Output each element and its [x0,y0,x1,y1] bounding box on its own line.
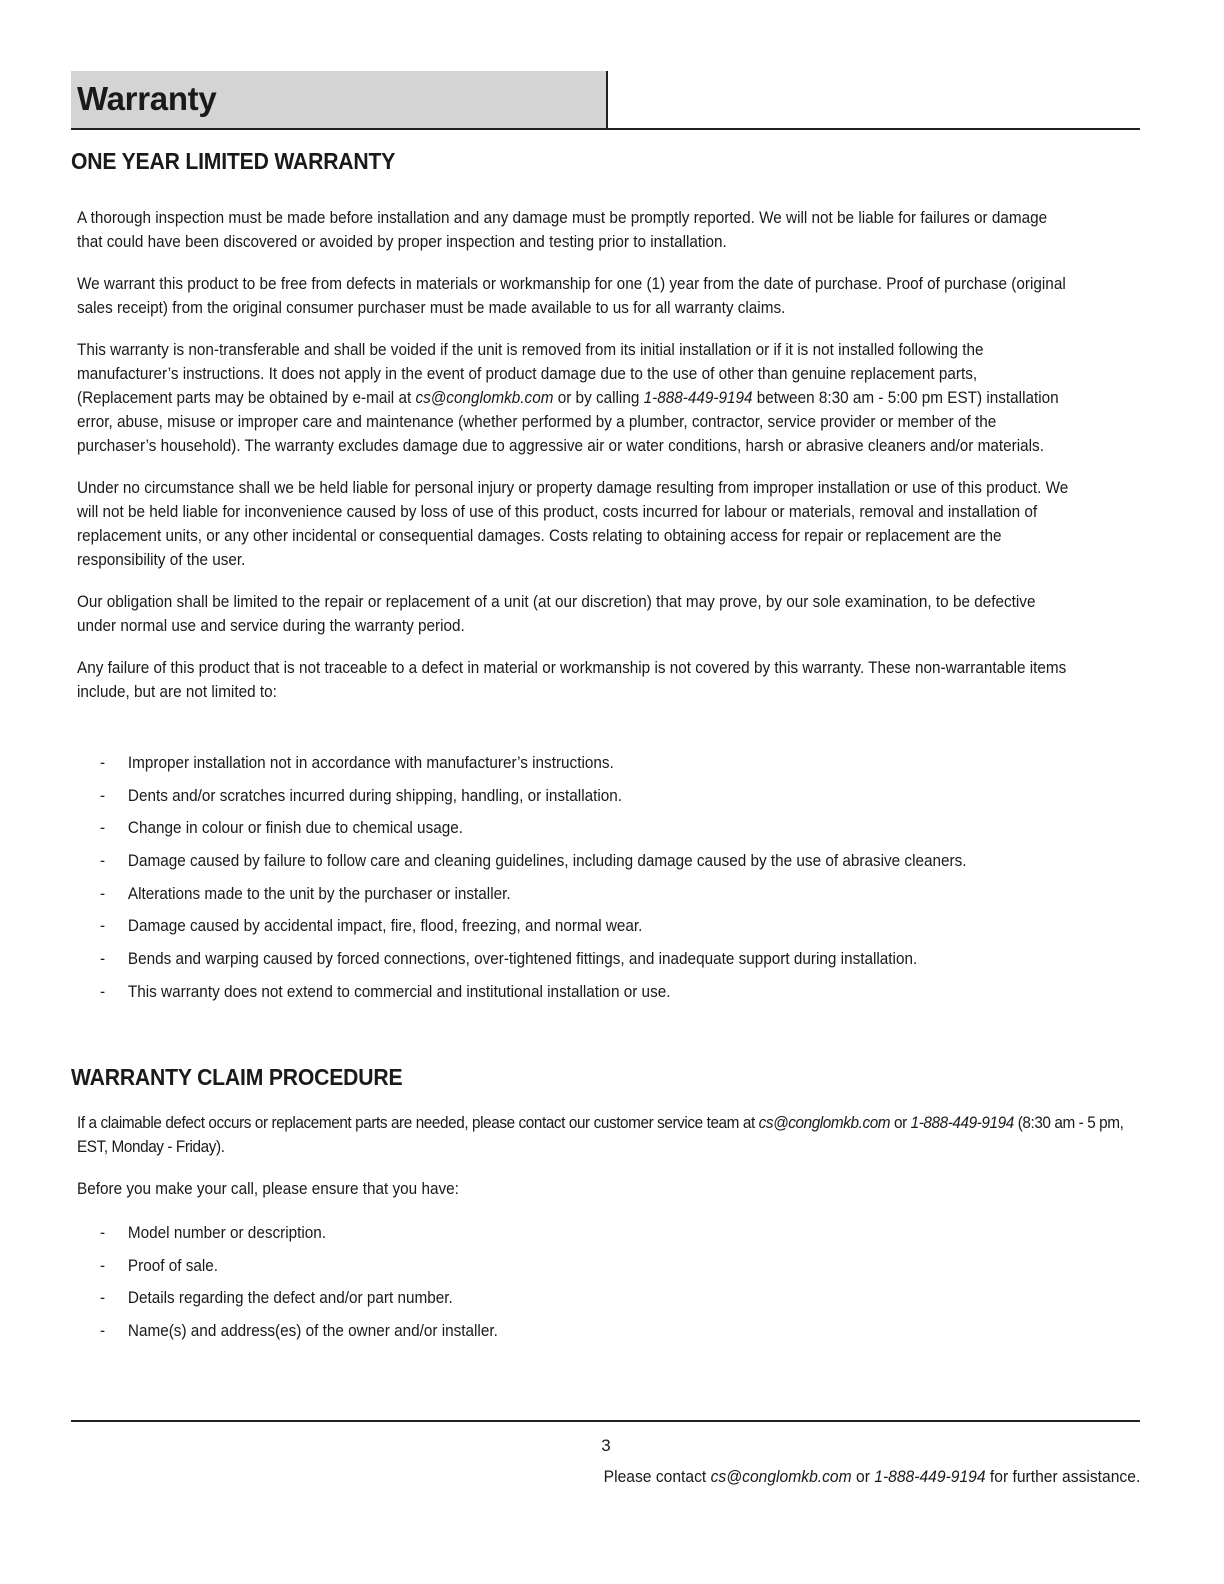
warranty-paragraph-non-warrantable: Any failure of this product that is not traceable to a defect in material or workmanship is not covered by this warranty. These non-warrantable items include, but are not limited to: [77,658,1067,701]
bullet-dash: - [100,1255,106,1275]
claim-heading: WARRANTY CLAIM PROCEDURE [71,1064,403,1090]
warranty-paragraph-coverage: We warrant this product to be free from defects in materials or workmanship for one (1) year from the date of purchase. Proof of purchase (original sales receipt) from the original consumer purchaser must be made available to us for all warranty claims. [77,274,1066,317]
warranty-heading: ONE YEAR LIMITED WARRANTY [71,148,396,174]
header-band [71,71,1140,130]
warranty-paragraph-liability: Under no circumstance shall we be held liable for personal injury or property damage resulting from improper installation or use of this product. We will not be held liable for inconvenience caused by loss of use of this product, costs incurred for labour or materials, removal and installation of replacement units, or any other incidental or consequential damages. Costs relating to obtaining access for repair or replacement are the responsibility of the user. [77,478,1069,569]
warranty-paragraph-exclusions-terms [77,338,1076,458]
page-number: 3 [601,1436,611,1455]
footer-divider [71,1420,1140,1422]
claim-paragraph-contact [77,1111,1144,1159]
bullet-dash: - [100,785,106,805]
text-run: or by calling [553,388,644,407]
warranty-body [77,206,1076,722]
list-item-text: Improper installation not in accordance with manufacturer’s instructions. [127,753,614,772]
bullet-dash: - [100,818,106,838]
claim-paragraph-prep: Before you make your call, please ensure that you have: [77,1179,459,1198]
text-run: If a claimable defect occurs or replacement parts are needed, please contact our customer service team at [77,1113,759,1132]
text-run: between 8:30 am - 5:00 pm EST) installation error, abuse, misuse or improper care and maintenance (whether performed by a plumber, contractor, service provider or member of the purchaser’s household). The warranty excludes damage due to aggressive air or water conditions, harsh or abrasive cleaners and/or materials. [77,388,1059,455]
footer-email-link[interactable]: cs@conglomkb.com [710,1467,852,1486]
bullet-dash: - [100,883,106,903]
text-run: for further assistance. [985,1467,1140,1486]
bullet-dash: - [100,1223,106,1242]
list-item [100,947,1117,980]
list-item-text: Model number or description. [127,1223,327,1242]
footer-phone-link[interactable]: 1-888-449-9194 [873,1467,986,1486]
list-item [100,882,1117,915]
list-item [100,1319,1117,1352]
list-item [100,784,1117,817]
list-item [100,1254,1117,1287]
page-title: Warranty [77,80,217,117]
list-item [100,751,1117,784]
bullet-dash: - [100,1288,106,1308]
list-item [100,849,1117,882]
text-run: Please contact [603,1467,711,1486]
support-email-link[interactable]: cs@conglomkb.com [415,388,554,407]
list-item-text: Name(s) and address(es) of the owner and/or installer. [127,1321,498,1341]
claim-phone-link[interactable]: 1-888-449-9194 [910,1113,1014,1132]
list-item-text: Damage caused by failure to follow care and cleaning guidelines, including damage caused by the use of abrasive cleaners. [127,851,967,871]
list-item-text: Bends and warping caused by forced connections, over-tightened fittings, and inadequate support during installation. [127,949,918,969]
bullet-dash: - [100,949,106,969]
bullet-dash: - [100,981,106,1001]
text-run: or [890,1113,911,1132]
footer-contact [603,1467,1140,1487]
bullet-dash: - [100,916,106,936]
warranty-paragraph-inspection: A thorough inspection must be made before installation and any damage must be promptly reported. We will not be liable for failures or damage that could have been discovered or avoided by proper inspection and testing prior to installation. [77,208,1048,251]
bullet-dash: - [100,851,106,871]
list-item-text: Damage caused by accidental impact, fire, flood, freezing, and normal wear. [127,916,643,936]
header-title-box [71,71,608,128]
list-item-text: Change in colour or finish due to chemical usage. [127,818,464,838]
exclusions-list [100,751,1117,1013]
list-item [100,1221,1117,1254]
support-phone-link[interactable]: 1-888-449-9194 [643,388,753,407]
claim-body [77,1111,1144,1219]
text-run: or [851,1467,874,1486]
list-item-text: Proof of sale. [127,1255,219,1275]
claim-checklist [100,1221,1117,1352]
list-item-text: This warranty does not extend to commercial and institutional installation or use. [127,981,671,1001]
text-run: (8:30 am - 5 pm, EST, Monday - Friday). [77,1113,1124,1156]
list-item [100,816,1117,849]
list-item [100,1286,1117,1319]
bullet-dash: - [100,1321,106,1341]
claim-email-link[interactable]: cs@conglomkb.com [758,1113,891,1132]
list-item-text: Dents and/or scratches incurred during shipping, handling, or installation. [127,785,623,805]
warranty-paragraph-obligation: Our obligation shall be limited to the repair or replacement of a unit (at our discretion) that may prove, by our sole examination, to be defective under normal use and service during the warranty period. [77,592,1036,635]
list-item-text: Details regarding the defect and/or part number. [127,1288,453,1308]
list-item [100,914,1117,947]
list-item-text: Alterations made to the unit by the purchaser or installer. [127,883,511,903]
list-item [100,980,1117,1013]
bullet-dash: - [100,753,106,772]
text-run: This warranty is non-transferable and shall be voided if the unit is removed from its initial installation or if it is not installed following the manufacturer’s instructions. It does not apply in the event of product damage due to the use of other than genuine replacement parts, (Replacement parts may be obtained by e-mail at [77,340,984,407]
